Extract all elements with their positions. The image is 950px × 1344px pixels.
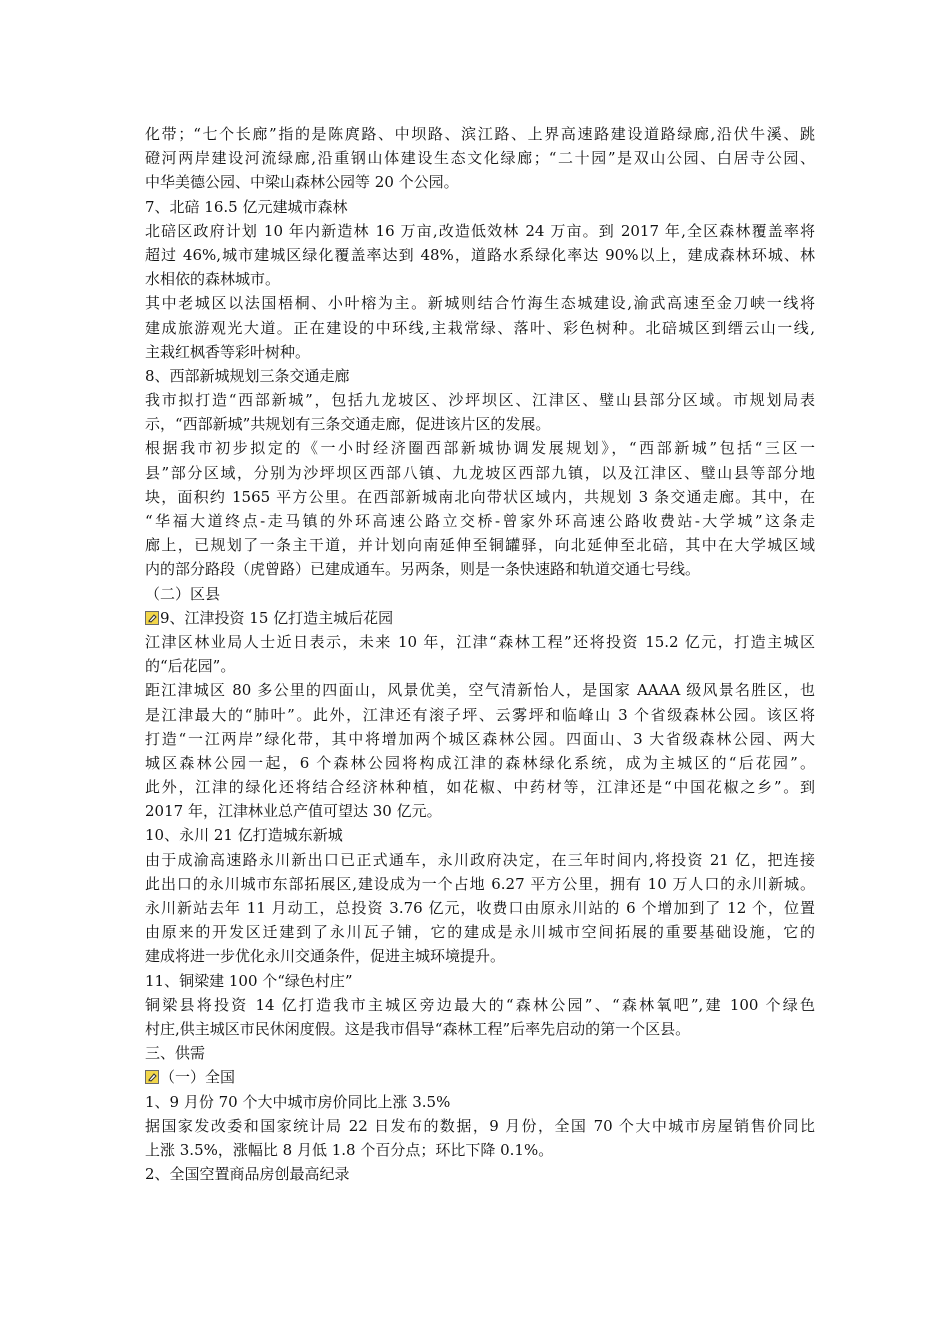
line-text: 11、铜梁建 100 个“绿色村庄”	[145, 971, 353, 990]
text-line	[145, 146, 815, 170]
line-text: “华福大道终点-走马镇的外环高速公路立交桥-曾家外环高速公路收费站-大学城”这条走	[145, 512, 815, 530]
line-text: 三、供需	[145, 1044, 206, 1063]
line-text: 距江津城区 80 多公里的四面山，风景优美，空气清新怡人，是国家 AAAA 级风景名胜区，也	[145, 681, 815, 700]
line-text: 建成将进一步优化永川交通条件，促进主城环境提升。	[145, 947, 506, 966]
text-line	[145, 703, 815, 727]
text-line	[145, 1138, 815, 1162]
text-line	[145, 1114, 815, 1138]
text-line	[145, 219, 815, 243]
line-text: 建成旅游观光大道。正在建设的中环线,主栽常绿、落叶、彩色树种。北碚城区到缙云山一线,	[145, 318, 815, 337]
line-text: 根据我市初步拟定的《一小时经济圈西部新城协调发展规划》，“西部新城”包括“三区一	[145, 439, 815, 458]
text-line	[145, 727, 815, 751]
line-text: 9、江津投资 15 亿打造主城后花园	[160, 608, 394, 627]
line-text: 主栽红枫香等彩叶树种。	[145, 342, 311, 361]
line-text: 江津区林业局人士近日表示，未来 10 年，江津“森林工程”还将投资 15.2 亿元，打造主城区	[145, 632, 815, 651]
line-text: 永川新站去年 11 月动工，总投资 3.76 亿元，收费口由原永川站的 6 个增加到了 12 个，位置	[145, 899, 815, 917]
text-line	[145, 267, 815, 291]
text-line	[145, 775, 815, 799]
line-text: 上涨 3.5%，涨幅比 8 月低 1.8 个百分点；环比下降 0.1%。	[145, 1140, 554, 1159]
line-text: 村庄,供主城区市民休闲度假。这是我市倡导“森林工程”后率先启动的第一个区县。	[145, 1019, 691, 1038]
line-text: （一）全国	[160, 1068, 236, 1087]
line-text: 中华美德公园、中梁山森林公园等 20 个公园。	[145, 173, 459, 192]
text-line	[145, 630, 815, 654]
line-text: 10、永川 21 亿打造城东新城	[145, 826, 343, 845]
line-text: 我市拟打造“西部新城”，包括九龙坡区、沙坪坝区、江津区、璧山县部分区域。市规划局表	[145, 391, 815, 410]
text-line	[145, 896, 815, 920]
text-line	[145, 557, 815, 581]
text-line	[145, 170, 815, 194]
line-text: 8、西部新城规划三条交通走廊	[145, 366, 350, 385]
document-edit-icon	[145, 1070, 159, 1084]
line-text: 7、北碚 16.5 亿元建城市森林	[145, 197, 348, 216]
line-text: 打造“一江两岸”绿化带，其中将增加两个城区森林公园。四面山、3 大省级森林公园、两大	[145, 729, 815, 748]
line-text: 县”部分区域，分别为沙坪坝区西部八镇、九龙坡区西部九镇，以及江津区、璧山县等部分地	[145, 463, 815, 482]
text-line	[145, 969, 815, 993]
text-line	[145, 388, 815, 412]
line-text: 此出口的永川城市东部拓展区,建设成为一个占地 6.27 平方公里，拥有 10 万人口的永川新城。	[145, 874, 815, 893]
text-line	[145, 436, 815, 460]
text-line	[145, 509, 815, 533]
text-line	[145, 872, 815, 896]
heading-with-icon	[145, 1065, 815, 1089]
line-text: 北碚区政府计划 10 年内新造林 16 万亩,改造低效林 24 万亩。到 2017 年,全区森林覆盖率将	[145, 221, 815, 240]
text-line	[145, 340, 815, 364]
text-line	[145, 823, 815, 847]
text-line	[145, 678, 815, 702]
text-line	[145, 1017, 815, 1041]
line-text: 城区森林公园一起，6 个森林公园将构成江津的森林绿化系统，成为主城区的“后花园”。	[145, 753, 815, 772]
text-line	[145, 799, 815, 823]
text-line	[145, 364, 815, 388]
line-text: 超过 46%,城市建城区绿化覆盖率达到 48%，道路水系绿化率达 90%以上，建成森林环城、林	[145, 245, 815, 264]
line-text: 廊上，已规划了一条主干道，并计划向南延伸至铜罐驿，向北延伸至北碚，其中在大学城区域	[145, 536, 815, 555]
line-text: 由原来的开发区迁建到了永川瓦子铺，它的建成是永川城市空间拓展的重要基础设施，它的	[145, 923, 815, 942]
text-line	[145, 461, 815, 485]
heading-with-icon	[145, 606, 815, 630]
text-line	[145, 316, 815, 340]
document-edit-icon	[145, 611, 159, 625]
line-text: 内的部分路段（虎曾路）已建成通车。另两条，则是一条快速路和轨道交通七号线。	[145, 560, 701, 579]
line-text: 铜梁县将投资 14 亿打造我市主城区旁边最大的“森林公园”、“森林氧吧”,建 100 个绿色	[145, 995, 815, 1014]
line-text: （二）区县	[145, 584, 221, 603]
line-text: 其中老城区以法国梧桐、小叶榕为主。新城则结合竹海生态城建设,渝武高速至金刀峡一线将	[145, 294, 815, 313]
line-text: 磴河两岸建设河流绿廊,沿重钢山体建设生态文化绿廊；“二十园”是双山公园、白居寺公园、	[145, 149, 815, 168]
line-text: 水相依的森林城市。	[145, 270, 281, 289]
line-text: 2、全国空置商品房创最高纪录	[145, 1165, 350, 1184]
document-body	[145, 122, 815, 1186]
text-line	[145, 195, 815, 219]
text-line	[145, 122, 815, 146]
text-line	[145, 654, 815, 678]
text-line	[145, 582, 815, 606]
text-line	[145, 485, 815, 509]
line-text: 块，面积约 1565 平方公里。在西部新城南北向带状区域内，共规划 3 条交通走廊。其中，在	[145, 487, 815, 506]
line-text: 据国家发改委和国家统计局 22 日发布的数据，9 月份，全国 70 个大中城市房屋销售价同比	[145, 1116, 815, 1135]
text-line	[145, 920, 815, 944]
text-line	[145, 944, 815, 968]
text-line	[145, 1162, 815, 1186]
line-text: 此外，江津的绿化还将结合经济林种植，如花椒、中药材等，江津还是“中国花椒之乡”。到	[145, 778, 815, 797]
line-text: 化带；“七个长廊”指的是陈庹路、中坝路、滨江路、上界高速路建设道路绿廊,沿伏牛溪、跳	[145, 125, 815, 143]
line-text: 2017 年，江津林业总产值可望达 30 亿元。	[145, 802, 442, 821]
text-line	[145, 993, 815, 1017]
line-text: 的“后花园”。	[145, 657, 236, 676]
text-line	[145, 1041, 815, 1065]
line-text: 示，“西部新城”共规划有三条交通走廊，促进该片区的发展。	[145, 415, 551, 434]
text-line	[145, 751, 815, 775]
text-line	[145, 533, 815, 557]
line-text: 1、9 月份 70 个大中城市房价同比上涨 3.5%	[145, 1092, 451, 1111]
text-line	[145, 243, 815, 267]
text-line	[145, 291, 815, 315]
text-line	[145, 1090, 815, 1114]
line-text: 是江津最大的“肺叶”。此外，江津还有滚子坪、云雾坪和临峰山 3 个省级森林公园。该区将	[145, 705, 815, 724]
text-line	[145, 412, 815, 436]
text-line	[145, 848, 815, 872]
line-text: 由于成渝高速路永川新出口已正式通车，永川政府决定，在三年时间内,将投资 21 亿，把连接	[145, 850, 815, 869]
